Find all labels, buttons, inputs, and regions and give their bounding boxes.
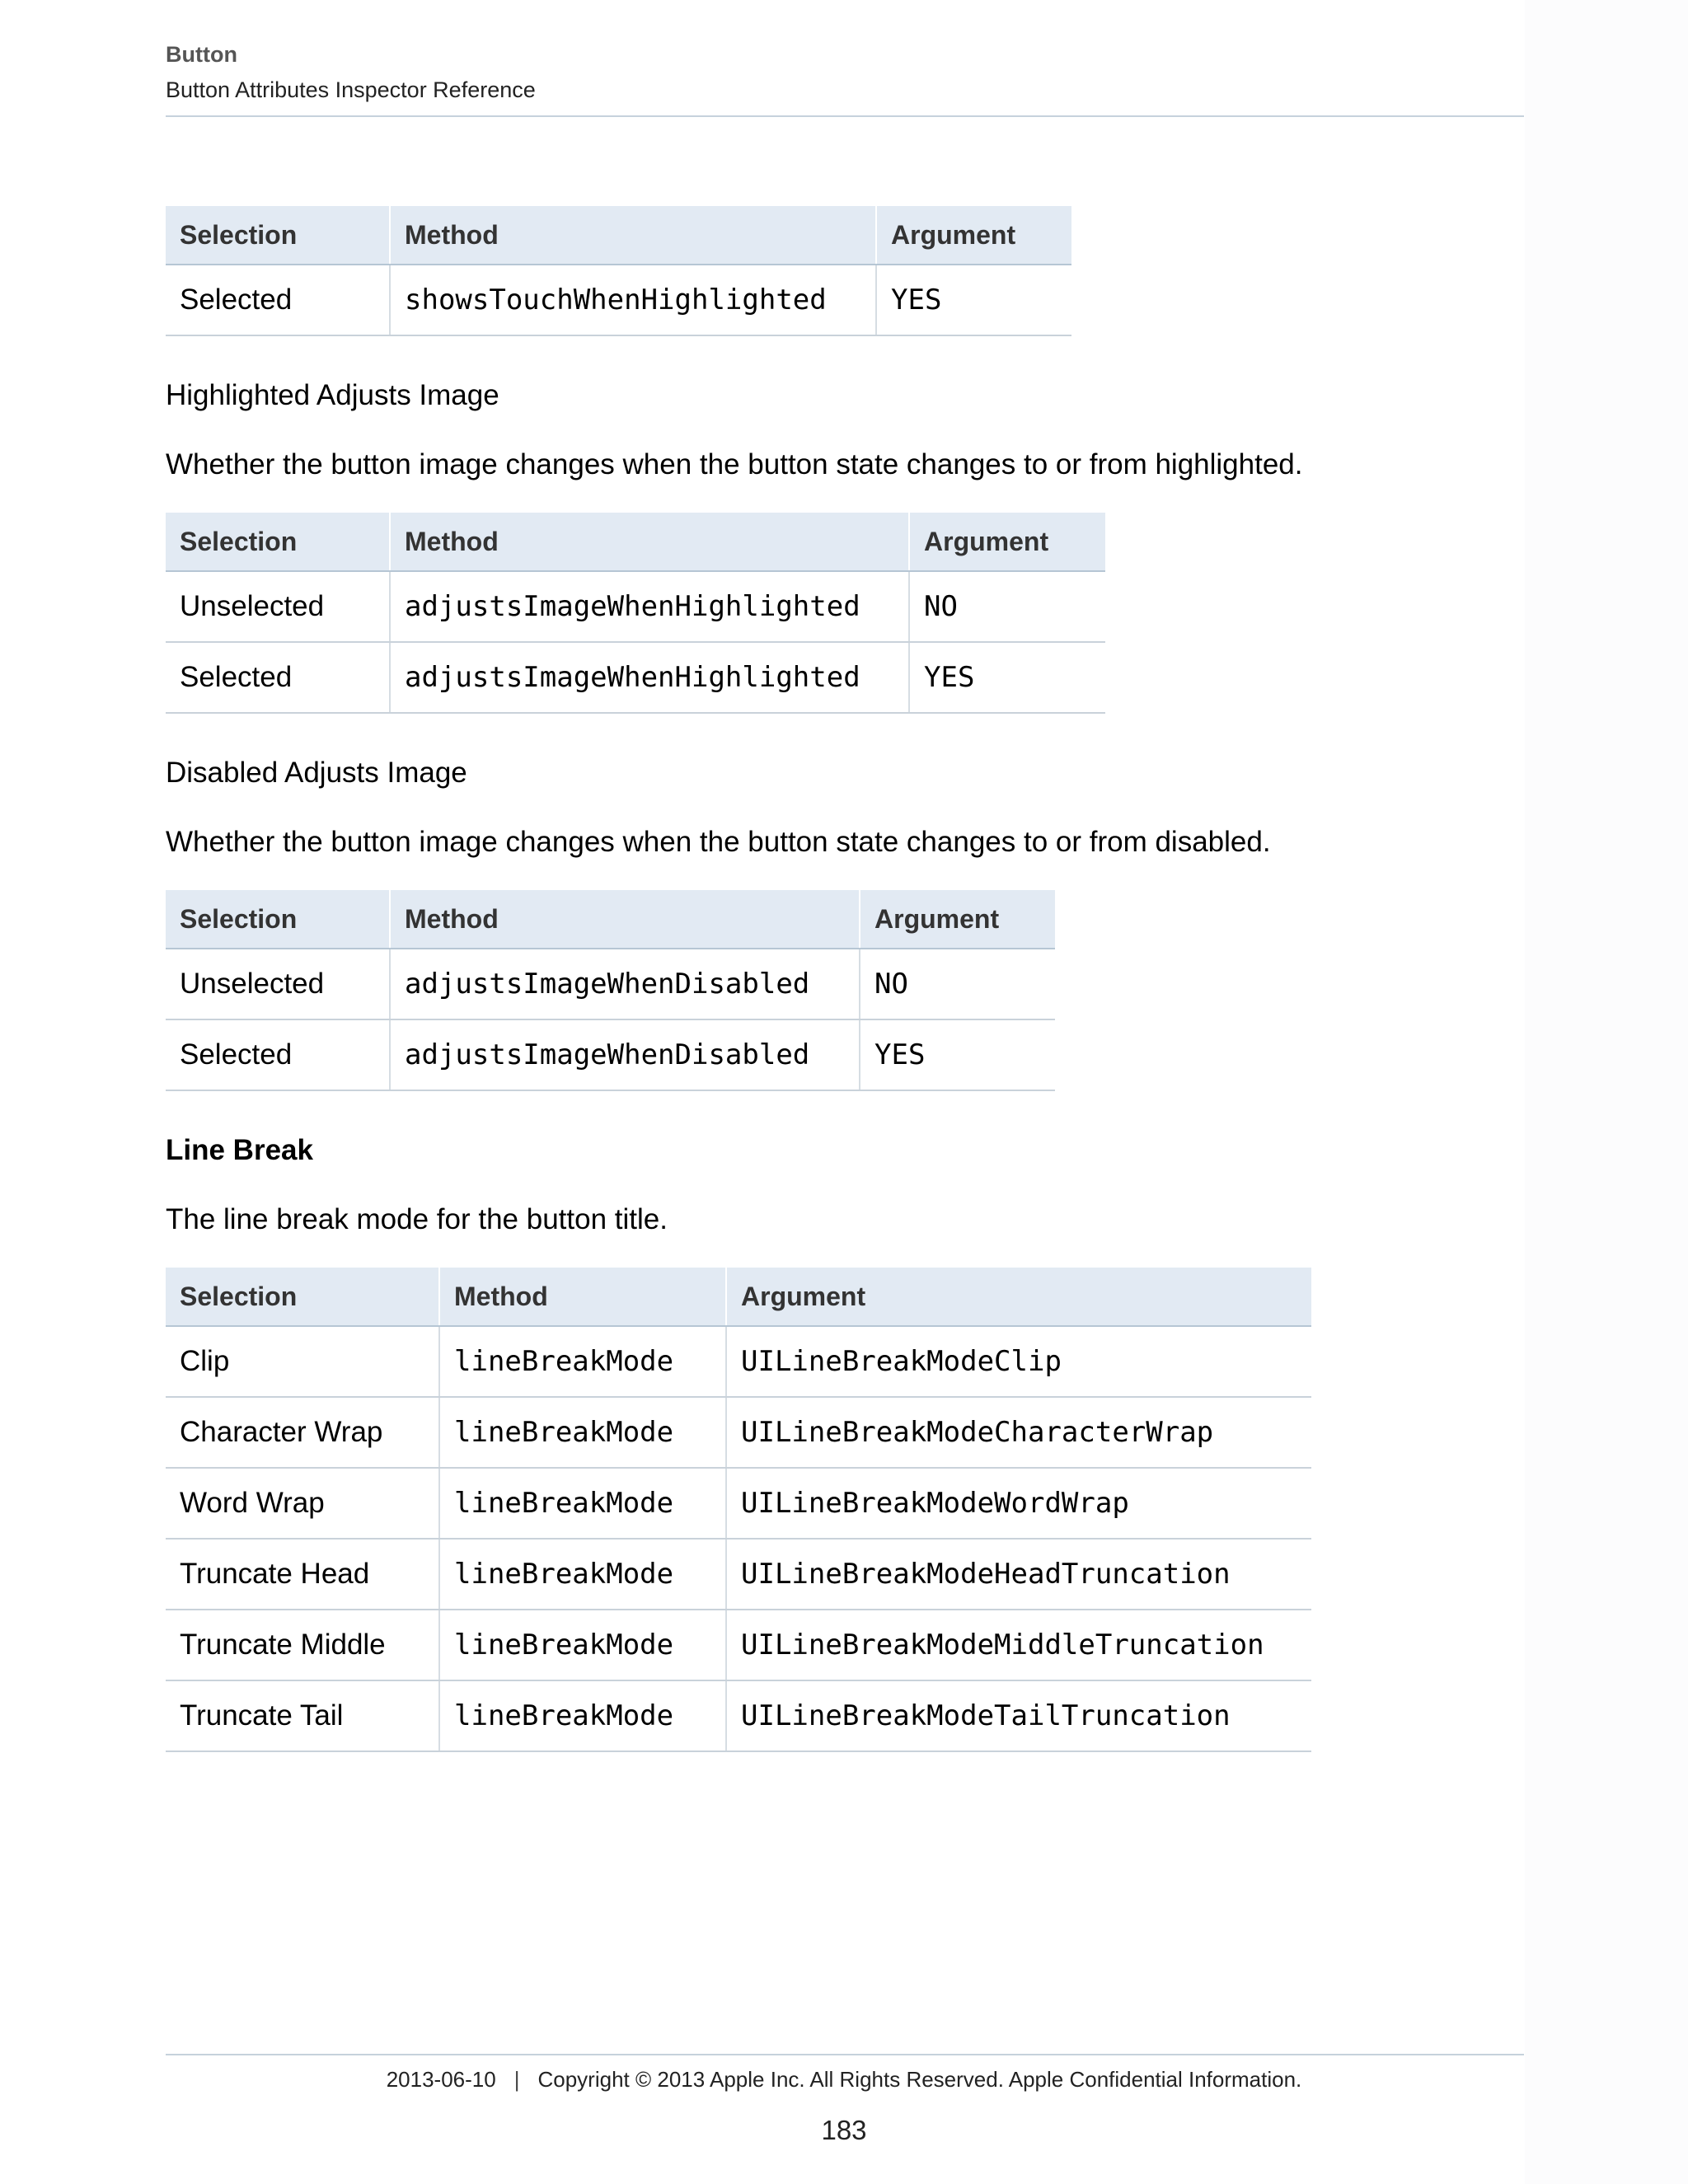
argument-cell: UILineBreakModeTailTruncation bbox=[726, 1680, 1311, 1751]
argument-cell: NO bbox=[860, 949, 1055, 1019]
line-break-table bbox=[166, 1268, 1311, 1752]
footer-date: 2013-06-10 bbox=[386, 2067, 496, 2092]
table-header-row bbox=[166, 206, 1071, 265]
highlighted-adjusts-description: Whether the button image changes when the button state changes to or from highlighted. bbox=[166, 448, 1303, 480]
method-cell: lineBreakMode bbox=[439, 1610, 726, 1680]
argument-cell: UILineBreakModeWordWrap bbox=[726, 1468, 1311, 1539]
method-cell: adjustsImageWhenDisabled bbox=[390, 1019, 860, 1090]
selection-cell: Clip bbox=[166, 1326, 439, 1397]
table-row bbox=[166, 1397, 1311, 1468]
disabled-adjusts-table bbox=[166, 890, 1055, 1091]
selection-cell: Character Wrap bbox=[166, 1397, 439, 1468]
chapter-title: Button bbox=[166, 42, 237, 67]
argument-cell: UILineBreakModeCharacterWrap bbox=[726, 1397, 1311, 1468]
column-header: Method bbox=[390, 890, 860, 949]
column-header: Method bbox=[390, 206, 876, 265]
highlighted-adjusts-table bbox=[166, 513, 1105, 714]
column-header: Selection bbox=[166, 206, 390, 265]
method-cell: adjustsImageWhenHighlighted bbox=[390, 571, 909, 642]
main-content bbox=[166, 206, 1517, 1752]
argument-cell: UILineBreakModeClip bbox=[726, 1326, 1311, 1397]
table-row bbox=[166, 949, 1055, 1019]
argument-cell: UILineBreakModeMiddleTruncation bbox=[726, 1610, 1311, 1680]
selection-cell: Selected bbox=[166, 265, 390, 335]
page-header bbox=[166, 38, 1524, 117]
method-cell: lineBreakMode bbox=[439, 1468, 726, 1539]
table-header-row bbox=[166, 1268, 1311, 1326]
selection-cell: Unselected bbox=[166, 571, 390, 642]
selection-cell: Truncate Head bbox=[166, 1539, 439, 1610]
footer-separator: | bbox=[513, 2067, 520, 2092]
table-row bbox=[166, 1326, 1311, 1397]
table-row bbox=[166, 642, 1105, 713]
column-header: Argument bbox=[909, 513, 1105, 571]
line-break-heading: Line Break bbox=[166, 1134, 313, 1166]
page-footer bbox=[0, 2067, 1688, 2093]
column-header: Argument bbox=[726, 1268, 1311, 1326]
column-header: Selection bbox=[166, 513, 390, 571]
method-cell: lineBreakMode bbox=[439, 1680, 726, 1751]
table-row bbox=[166, 571, 1105, 642]
selection-cell: Selected bbox=[166, 1019, 390, 1090]
method-cell: lineBreakMode bbox=[439, 1539, 726, 1610]
column-header: Method bbox=[390, 513, 909, 571]
table-row bbox=[166, 265, 1071, 335]
column-header: Argument bbox=[860, 890, 1055, 949]
method-cell: lineBreakMode bbox=[439, 1326, 726, 1397]
selection-cell: Selected bbox=[166, 642, 390, 713]
selection-cell: Truncate Middle bbox=[166, 1610, 439, 1680]
column-header: Argument bbox=[876, 206, 1071, 265]
footer-copyright: Copyright © 2013 Apple Inc. All Rights Reserved. Apple Confidential Information. bbox=[537, 2067, 1302, 2092]
shows-touch-table bbox=[166, 206, 1071, 336]
line-break-description: The line break mode for the button title. bbox=[166, 1203, 668, 1235]
method-cell: adjustsImageWhenHighlighted bbox=[390, 642, 909, 713]
table-row bbox=[166, 1019, 1055, 1090]
method-cell: adjustsImageWhenDisabled bbox=[390, 949, 860, 1019]
argument-cell: UILineBreakModeHeadTruncation bbox=[726, 1539, 1311, 1610]
table-row bbox=[166, 1680, 1311, 1751]
method-cell: showsTouchWhenHighlighted bbox=[390, 265, 876, 335]
disabled-adjusts-description: Whether the button image changes when the button state changes to or from disabled. bbox=[166, 826, 1271, 858]
column-header: Method bbox=[439, 1268, 726, 1326]
highlighted-adjusts-heading: Highlighted Adjusts Image bbox=[166, 379, 499, 411]
selection-cell: Word Wrap bbox=[166, 1468, 439, 1539]
selection-cell: Truncate Tail bbox=[166, 1680, 439, 1751]
column-header: Selection bbox=[166, 1268, 439, 1326]
section-title: Button Attributes Inspector Reference bbox=[166, 77, 536, 102]
footer-divider bbox=[166, 2054, 1524, 2055]
table-row bbox=[166, 1468, 1311, 1539]
margin-shade bbox=[1525, 0, 1688, 2184]
column-header: Selection bbox=[166, 890, 390, 949]
argument-cell: YES bbox=[876, 265, 1071, 335]
table-row bbox=[166, 1610, 1311, 1680]
table-header-row bbox=[166, 513, 1105, 571]
method-cell: lineBreakMode bbox=[439, 1397, 726, 1468]
argument-cell: YES bbox=[909, 642, 1105, 713]
argument-cell: YES bbox=[860, 1019, 1055, 1090]
disabled-adjusts-heading: Disabled Adjusts Image bbox=[166, 757, 467, 789]
argument-cell: NO bbox=[909, 571, 1105, 642]
selection-cell: Unselected bbox=[166, 949, 390, 1019]
table-header-row bbox=[166, 890, 1055, 949]
page-number: 183 bbox=[821, 2115, 867, 2145]
table-row bbox=[166, 1539, 1311, 1610]
